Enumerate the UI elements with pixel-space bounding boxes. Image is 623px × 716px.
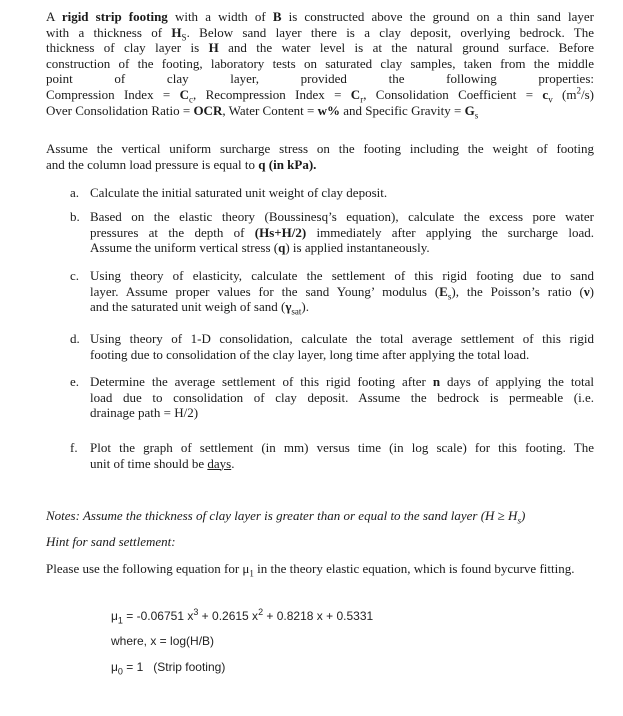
where-line: where, x = log(H/B) xyxy=(111,634,215,648)
intro-paragraph xyxy=(46,9,595,121)
text-line: Based on the elastic theory (Boussinesq’s equation), calculate the excess pore water xyxy=(90,209,594,224)
text-line: pressures at the depth of (Hs+H/2) immediately after applying the surcharge load. xyxy=(90,224,594,240)
mu1-equation: $\mu_1 = -0.06751$ $x^3 + 0.2615$ $x^2 + 0.8218$ x + 0.5331 xyxy=(111,607,374,626)
question-a-label: a. xyxy=(70,185,80,200)
text-line: thickness of clay layer is H and the water level is at the natural ground surface. Before xyxy=(46,40,595,56)
question-c-label: c. xyxy=(70,268,80,283)
text-line: and the column load pressure is equal to q (in kPa). xyxy=(46,156,317,172)
question-e-label: e. xyxy=(70,374,80,389)
text-line: Determine the average settlement of this rigid footing after n days of applying the total xyxy=(90,374,595,389)
text-line: Using theory of 1-D consolidation, calculate the total average settlement of this rigid xyxy=(90,331,594,346)
question-b-label: b. xyxy=(70,209,80,224)
text-line: Using theory of elasticity, calculate the settlement of this rigid footing due to sand xyxy=(90,268,594,283)
text-line: with a thickness of $H_S$. Below sand layer there is a clay deposit, overlying bedrock. The xyxy=(46,24,595,43)
question-d-label: d. xyxy=(70,331,80,346)
text-line: and the saturated unit weigh of sand $(\gamma_{sat})$. xyxy=(90,299,309,317)
question-b-text xyxy=(90,209,594,256)
question-a-text xyxy=(90,185,594,201)
text-line: Calculate the initial saturated unit weight of clay deposit. xyxy=(90,185,388,200)
question-c-text xyxy=(90,268,594,315)
text-line: A rigid strip footing with a width of B is constructed above the ground on a thin sand layer xyxy=(46,9,594,24)
text-line: Assume the uniform vertical stress (q) is applied instantaneously. xyxy=(90,240,430,256)
question-f-label: f. xyxy=(70,440,78,455)
assumption-paragraph xyxy=(46,141,594,172)
text-line: footing due to consolidation of the clay layer, long time after applying the total load. xyxy=(90,346,530,362)
text-line: Please use the following equation for $\mu_1$ in the theory elastic equation, which is found by xyxy=(46,561,508,579)
text-line: curve fitting. xyxy=(507,561,575,576)
text-line: layer. Assume proper values for the sand Young’ modulus $(E_s)$, the Poisson’s ratio (ν) xyxy=(90,283,594,302)
text-line: Compression Index = $C_c$, Recompression Index = $C_r$, Consolidation Coefficient = $c_v$ $(m^2/s)$ xyxy=(46,85,594,105)
notes-line: Notes: Assume the thickness of clay layer is greater than or equal to the sand layer $(H \ge H_s)$ xyxy=(46,508,526,526)
text-line: load due to consolidation of clay deposit. Assume the bedrock is permeable (i.e. xyxy=(90,389,594,405)
text-line: unit of time should be days. xyxy=(90,455,235,471)
text-line: Over Consolidation Ratio = OCR, Water Content = w% and Specific Gravity = $G_s$ xyxy=(46,102,479,121)
text-line: Plot the graph of settlement (in mm) versus time (in log scale) for this footing. The xyxy=(90,440,594,455)
hint-line: Hint for sand settlement: xyxy=(46,534,176,549)
text-line: construction of the footing, laboratory tests on saturated clay samples, taken from the middle xyxy=(46,55,594,71)
text-line: drainage path = H/2) xyxy=(90,405,199,421)
please-paragraph xyxy=(46,561,594,577)
text-line: Assume the vertical uniform surcharge stress on the footing including the weight of footing xyxy=(46,141,594,156)
text-line: point of clay layer, provided the following properties: xyxy=(46,71,594,87)
mu0-equation: $\mu_0 = 1$ (Strip footing) xyxy=(111,660,226,677)
question-f-text xyxy=(90,440,594,471)
question-d-text xyxy=(90,331,594,362)
question-e-text xyxy=(90,374,594,421)
